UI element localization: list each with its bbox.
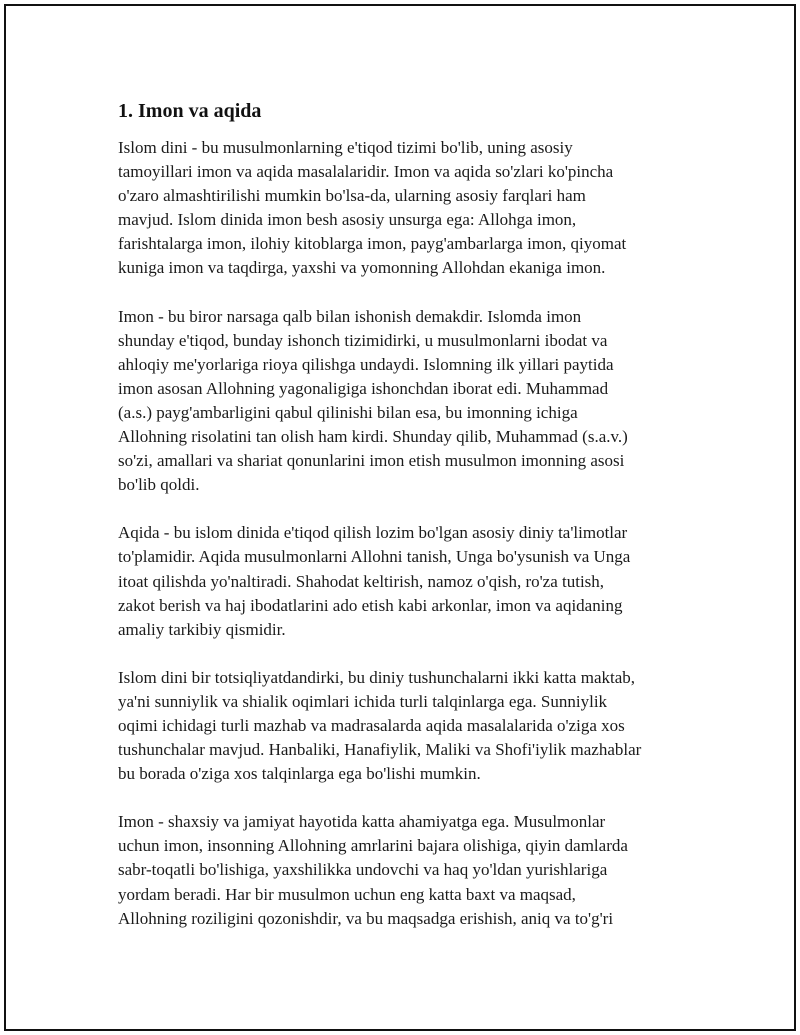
text-line: Aqida - bu islom dinida e'tiqod qilish lozim bo'lgan asosiy diniy ta'limotlar (118, 523, 628, 543)
text-line: bu borada o'ziga xos talqinlarga ega bo'lishi mumkin. (118, 764, 481, 784)
text-line: farishtalarga imon, ilohiy kitoblarga imon, payg'ambarlarga imon, qiyomat (118, 234, 627, 254)
text-line: sabr-toqatli bo'lishiga, yaxshilikka undovchi va haq yo'ldan yurishlariga (118, 860, 608, 880)
text-line: to'plamidir. Aqida musulmonlarni Allohni tanish, Unga bo'ysunish va Unga (118, 547, 631, 567)
text-line: bo'lib qoldi. (118, 475, 200, 495)
text-line: tamoyillari imon va aqida masalalaridir. Imon va aqida so'zlari ko'pincha (118, 162, 614, 182)
document-body (118, 98, 693, 955)
paragraph-3 (118, 521, 693, 641)
text-line: yordam beradi. Har bir musulmon uchun eng katta baxt va maqsad, (118, 884, 576, 904)
paragraph-1 (118, 136, 693, 281)
text-line: Imon - shaxsiy va jamiyat hayotida katta ahamiyatga ega. Musulmonlar (118, 812, 606, 832)
section-heading: 1. Imon va aqida (118, 100, 262, 122)
text-line: shunday e'tiqod, bunday ishonch tizimidirki, u musulmonlarni ibodat va (118, 330, 608, 350)
text-line: so'zi, amallari va shariat qonunlarini imon etish musulmon imonning asosi (118, 451, 625, 471)
text-line: ahloqiy me'yorlariga rioya qilishga undaydi. Islomning ilk yillari paytida (118, 354, 614, 374)
text-line: (a.s.) payg'ambarligini qabul qilinishi bilan esa, bu imonning ichiga (118, 402, 578, 422)
text-line: Islom dini - bu musulmonlarning e'tiqod tizimi bo'lib, uning asosiy (118, 138, 573, 157)
text-line: tushunchalar mavjud. Hanbaliki, Hanafiylik, Maliki va Shofi'iylik mazhablar (118, 740, 642, 760)
text-line: Allohning risolatini tan olish ham kirdi. Shunday qilib, Muhammad (s.a.v.) (118, 427, 628, 447)
text-line: zakot berish va haj ibodatlarini ado etish kabi arkonlar, imon va aqidaning (118, 595, 623, 615)
text-line: itoat qilishda yo'naltiradi. Shahodat keltirish, namoz o'qish, ro'za tutish, (118, 571, 605, 591)
text-line: oqimi ichidagi turli mazhab va madrasalarda aqida masalalarida o'ziga xos (118, 715, 625, 735)
paragraph-5 (118, 810, 693, 930)
paragraph-2 (118, 305, 693, 498)
text-line: Islom dini bir totsiqliyatdandirki, bu diniy tushunchalarni ikki katta maktab, (118, 667, 636, 687)
text-line: kuniga imon va taqdirga, yaxshi va yomonning Allohdan ekaniga imon. (118, 258, 606, 278)
text-line: o'zaro almashtirilishi mumkin bo'lsa-da, ularning asosiy farqlari ham (118, 186, 586, 206)
text-line: amaliy tarkibiy qismidir. (118, 619, 286, 639)
text-line: imon asosan Allohning yagonaligiga ishonchdan iborat edi. Muhammad (118, 378, 609, 398)
page-frame (4, 4, 796, 1031)
text-line: mavjud. Islom dinida imon besh asosiy unsurga ega: Allohga imon, (118, 210, 577, 230)
text-line: Imon - bu biror narsaga qalb bilan ishonish demakdir. Islomda imon (118, 306, 582, 326)
paragraph-4 (118, 666, 693, 786)
text-line: ya'ni sunniylik va shialik oqimlari ichida turli talqinlarga ega. Sunniylik (118, 691, 608, 711)
text-line: uchun imon, insonning Allohning amrlarini bajara olishiga, qiyin damlarda (118, 836, 628, 856)
text-line: Allohning roziligini qozonishdir, va bu maqsadga erishish, aniq va to'g'ri (118, 908, 614, 928)
